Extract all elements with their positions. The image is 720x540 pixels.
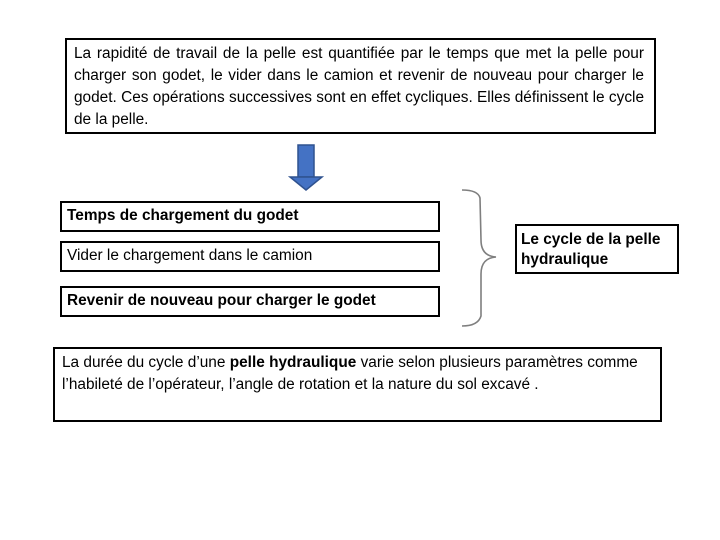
cycle-result-box xyxy=(515,224,679,274)
step-label: Temps de chargement du godet xyxy=(67,207,299,224)
step-label: Revenir de nouveau pour charger le godet xyxy=(67,292,376,309)
conclusion-text-start: La durée du cycle d’une xyxy=(62,354,230,371)
step-empty-load xyxy=(60,241,440,272)
conclusion-text-box xyxy=(53,347,662,422)
conclusion-text-end: varie selon plusieurs paramètres comme l’habileté de l’opérateur, l’angle de rotation et la nature du sol excavé . xyxy=(62,354,638,393)
conclusion-text xyxy=(62,352,654,396)
grouping-bracket xyxy=(462,190,496,326)
cycle-result-label: Le cycle de la pelle hydraulique xyxy=(521,231,661,268)
step-loading-time xyxy=(60,201,440,232)
down-arrow-icon xyxy=(290,145,322,190)
conclusion-highlight: pelle hydraulique xyxy=(229,354,357,371)
step-label: Vider le chargement dans le camion xyxy=(67,247,313,264)
intro-text: La rapidité de travail de la pelle est quantifiée par le temps que met la pelle pour charger son godet, le vider dans le camion et revenir de nouveau pour charger le godet. Ces opérations successives sont en effet cycliques. Elles définissent le cycle de la pelle. xyxy=(74,45,644,128)
step-return xyxy=(60,286,440,317)
